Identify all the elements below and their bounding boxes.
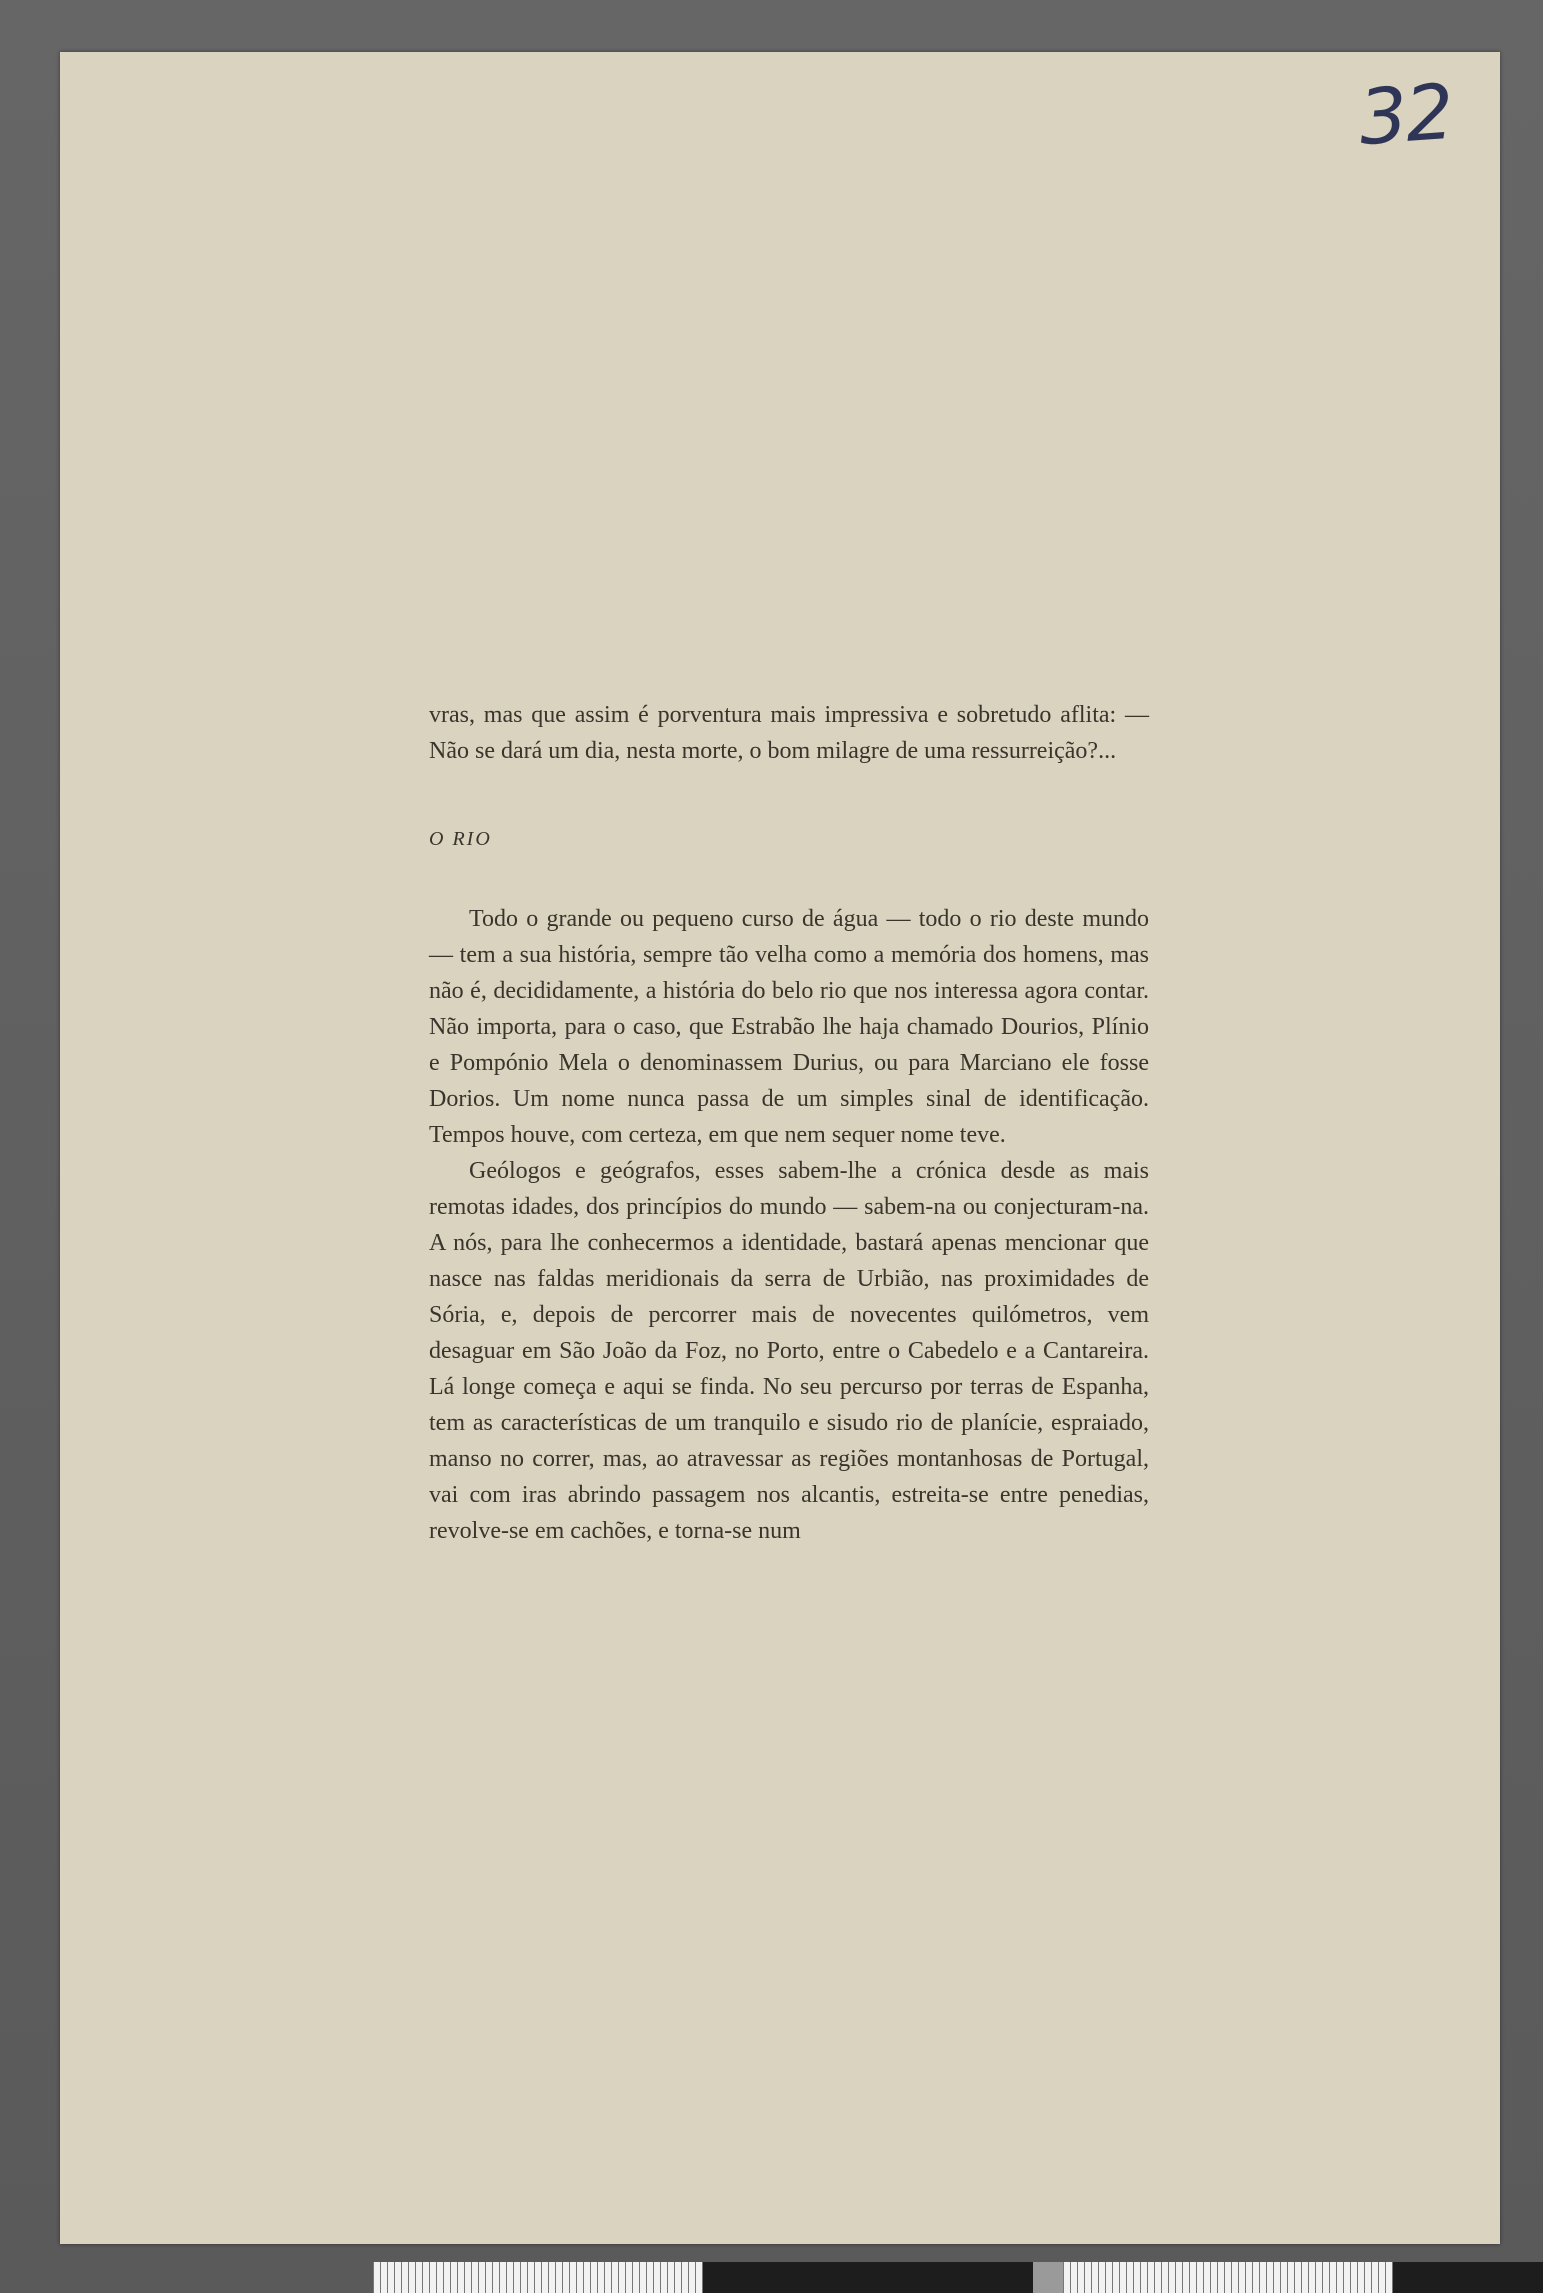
paragraph: Todo o grande ou pequeno curso de água — todo o rio deste mundo — tem a sua história, sempre tão velha como a memória dos homens, mas não é, decididamente, a história do belo rio que nos interessa agora contar. Não importa, para o caso, que Estrabão lhe haja chamado Dourios, Plínio e Pompónio Mela o denominassem Durius, ou para Marciano ele fosse Dorios. Um nome nunca passa de um simples sinal de identificação. Tempos houve, com certeza, em que nem sequer nome teve. [429, 906, 1149, 1148]
paragraph: vras, mas que assim é porventura mais impressiva e sobretudo aflita: — Não se dará um dia, nesta morte, o bom milagre de uma ressurreição?... [429, 702, 1149, 764]
ruler-ticks [1063, 2262, 1393, 2293]
scale-ruler [373, 2262, 1543, 2293]
folio-number: 32 [1356, 66, 1455, 163]
paragraph: Geólogos e geógrafos, esses sabem-lhe a crónica desde as mais remotas idades, dos princípios do mundo — sabem-na ou conjecturam-na. A nós, para lhe conhecermos a identidade, bastará apenas mencionar que nasce nas faldas meridionais da serra de Urbião, nas proximidades de Sória, e, depois de percorrer mais de novecentes quilómetros, vem desaguar em São João da Foz, no Porto, entre o Cabedelo e a Cantareira. Lá longe começa e aqui se finda. No seu percurso por terras de Espanha, tem as características de um tranquilo e sisudo rio de planície, espraiado, manso no correr, mas, ao atravessar as regiões montanhosas de Portugal, vai com iras abrindo passagem nos alcantis, estreita-se entre penedias, revolve-se em cachões, e torna-se num [429, 1158, 1149, 1544]
ruler-ticks [373, 2262, 703, 2293]
ruler-block-dark [703, 2262, 1033, 2293]
section-title: O RIO [429, 828, 492, 850]
body-text [429, 697, 1149, 1549]
ruler-block-light [1033, 2262, 1063, 2293]
ruler-block-dark [1393, 2262, 1543, 2293]
document-page [60, 52, 1500, 2244]
